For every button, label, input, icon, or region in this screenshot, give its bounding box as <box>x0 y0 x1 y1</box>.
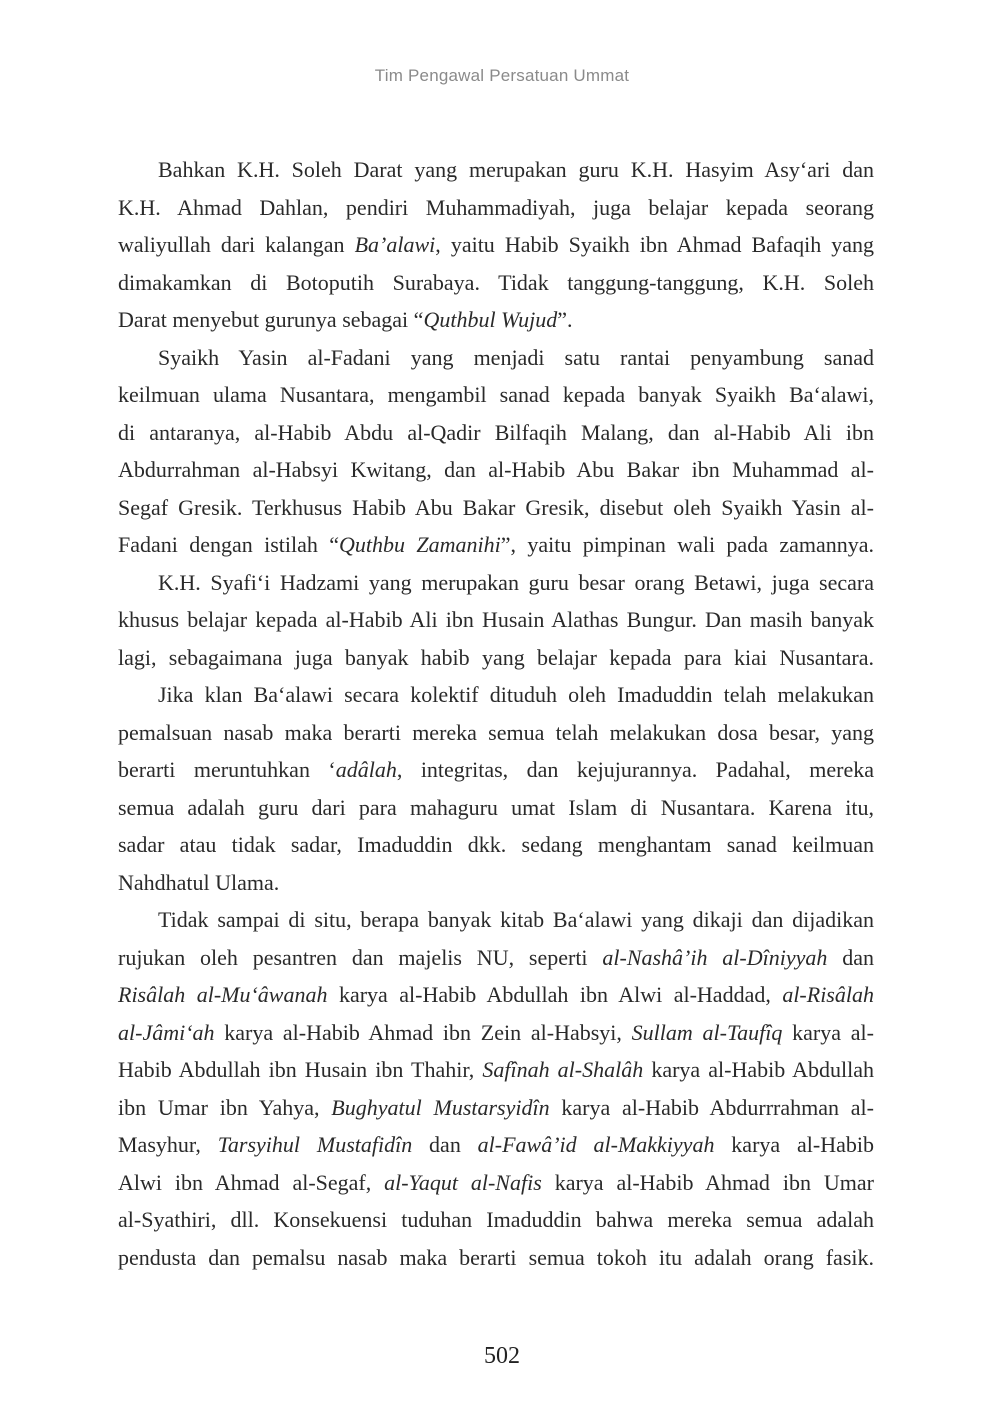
text-segment: karya al- <box>782 1019 874 1045</box>
italic-term: al-Nashâ’ih al-Dîniyyah <box>602 944 828 970</box>
text-segment: di antaranya, al-Habib Abdu al-Qadir Bilfaqih Malang, dan al-Habib Ali ibn <box>118 419 874 445</box>
text-line <box>118 451 874 489</box>
text-segment: dimakamkan di Botoputih Surabaya. Tidak tanggung-tanggung, K.H. Soleh <box>118 269 874 295</box>
text-line <box>118 1051 874 1089</box>
text-segment: Masyhur, <box>118 1132 218 1157</box>
text-segment: Jika klan Ba‘alawi secara kolektif dituduh oleh Imaduddin telah melakukan <box>158 682 874 707</box>
text-segment: lagi, sebagaimana juga banyak habib yang belajar kepada para kiai Nusantara. <box>118 644 874 670</box>
text-segment: Nahdhatul Ulama. <box>118 869 280 895</box>
text-segment: berarti meruntuhkan ‘ <box>118 757 336 782</box>
text-line <box>118 639 874 677</box>
italic-term: al-Yaqut al-Nafis <box>384 1169 542 1195</box>
text-line <box>118 826 874 864</box>
text-segment: Habib Abdullah ibn Husain ibn Thahir, <box>118 1057 483 1082</box>
text-segment: semua adalah guru dari para mahaguru umat Islam di Nusantara. Karena itu, <box>118 794 874 820</box>
text-line <box>118 301 874 339</box>
text-line <box>118 1164 874 1202</box>
text-segment: sadar atau tidak sadar, Imaduddin dkk. sedang menghantam sanad keilmuan <box>118 832 874 857</box>
italic-term: adâlah <box>335 757 397 782</box>
text-line <box>118 1089 874 1127</box>
text-line <box>118 1014 874 1052</box>
italic-term: Safînah al-Shalâh <box>482 1057 644 1082</box>
text-line <box>118 489 874 527</box>
text-segment: karya al-Habib Abdurrrahman al- <box>549 1094 874 1120</box>
text-segment: Alwi ibn Ahmad al-Segaf, <box>118 1169 385 1195</box>
text-segment: ibn Umar ibn Yahya, <box>118 1094 332 1120</box>
text-segment: dan <box>412 1132 478 1157</box>
text-line <box>118 676 874 714</box>
body-text <box>118 151 874 1276</box>
text-line <box>118 151 874 189</box>
italic-term: Risâlah al-Mu‘âwanah <box>118 982 328 1007</box>
text-line <box>118 376 874 414</box>
text-segment: K.H. Syafi‘i Hadzami yang merupakan guru besar orang Betawi, juga secara <box>158 569 874 595</box>
text-line <box>118 226 874 264</box>
text-segment: Darat menyebut gurunya sebagai “ <box>118 307 424 332</box>
text-segment: karya al-Habib Ahmad ibn Zein al-Habsyi, <box>214 1019 632 1045</box>
text-segment: karya al-Habib Abdullah ibn Alwi al-Haddad, <box>327 982 783 1007</box>
text-segment: ”, yaitu pimpinan wali pada zamannya. <box>500 532 874 557</box>
italic-term: Ba’alawi <box>354 232 436 257</box>
text-segment: Syaikh Yasin al-Fadani yang menjadi satu rantai penyambung sanad <box>158 344 874 370</box>
text-segment: karya al-Habib Ahmad ibn Umar <box>541 1169 874 1195</box>
text-line <box>118 339 874 377</box>
text-segment: karya al-Habib <box>714 1132 874 1157</box>
page-number: 502 <box>484 1343 520 1369</box>
text-line <box>118 264 874 302</box>
text-segment: Fadani dengan istilah “ <box>118 532 340 557</box>
text-line <box>118 189 874 227</box>
italic-term: al-Risâlah <box>782 982 874 1007</box>
text-segment: , yaitu Habib Syaikh ibn Ahmad Bafaqih yang <box>435 232 875 257</box>
text-segment: K.H. Ahmad Dahlan, pendiri Muhammadiyah, juga belajar kepada seorang <box>118 194 874 220</box>
italic-term: Quthbul Wujud <box>423 307 558 332</box>
text-segment: ”. <box>557 307 573 332</box>
text-line <box>118 789 874 827</box>
text-segment: Segaf Gresik. Terkhusus Habib Abu Bakar Gresik, disebut oleh Syaikh Yasin al- <box>118 494 874 520</box>
text-segment: al-Syathiri, dll. Konsekuensi tuduhan Imaduddin bahwa mereka semua adalah <box>118 1207 874 1232</box>
italic-term: al-Jâmi‘ah <box>118 1019 215 1045</box>
text-line <box>118 526 874 564</box>
text-segment: waliyullah dari kalangan <box>118 232 355 257</box>
text-line <box>118 939 874 977</box>
text-segment: rujukan oleh pesantren dan majelis NU, seperti <box>118 944 603 970</box>
italic-term: al-Fawâ’id al-Makkiyyah <box>477 1132 715 1157</box>
text-segment: Abdurrahman al-Habsyi Kwitang, dan al-Habib Abu Bakar ibn Muhammad al- <box>118 457 874 482</box>
text-line <box>118 976 874 1014</box>
text-line <box>118 864 874 902</box>
text-line <box>118 714 874 752</box>
text-segment: , integritas, dan kejujurannya. Padahal, mereka <box>396 757 874 782</box>
italic-term: Bughyatul Mustarsyidîn <box>331 1094 550 1120</box>
italic-term: Quthbu Zamanihi <box>339 532 501 557</box>
text-segment: khusus belajar kepada al-Habib Ali ibn Husain Alathas Bungur. Dan masih banyak <box>118 607 874 632</box>
text-line <box>118 751 874 789</box>
text-segment: pemalsuan nasab maka berarti mereka semua telah melakukan dosa besar, yang <box>118 719 874 745</box>
text-segment: keilmuan ulama Nusantara, mengambil sanad kepada banyak Syaikh Ba‘alawi, <box>118 382 874 407</box>
text-line <box>118 1201 874 1239</box>
italic-term: Tarsyihul Mustafidîn <box>217 1132 413 1157</box>
text-segment: pendusta dan pemalsu nasab maka berarti semua tokoh itu adalah orang fasik. <box>118 1244 874 1270</box>
text-line <box>118 1239 874 1277</box>
text-line <box>118 1126 874 1164</box>
text-line <box>118 414 874 452</box>
text-segment: Tidak sampai di situ, berapa banyak kitab Ba‘alawi yang dikaji dan dijadikan <box>158 907 874 932</box>
text-line <box>118 601 874 639</box>
text-segment: Bahkan K.H. Soleh Darat yang merupakan guru K.H. Hasyim Asy‘ari dan <box>158 157 874 182</box>
running-header: Tim Pengawal Persatuan Ummat <box>374 66 630 85</box>
italic-term: Sullam al-Taufîq <box>631 1019 783 1045</box>
text-segment: dan <box>827 944 874 970</box>
text-line <box>118 901 874 939</box>
text-line <box>118 564 874 602</box>
text-segment: karya al-Habib Abdullah <box>643 1057 874 1082</box>
